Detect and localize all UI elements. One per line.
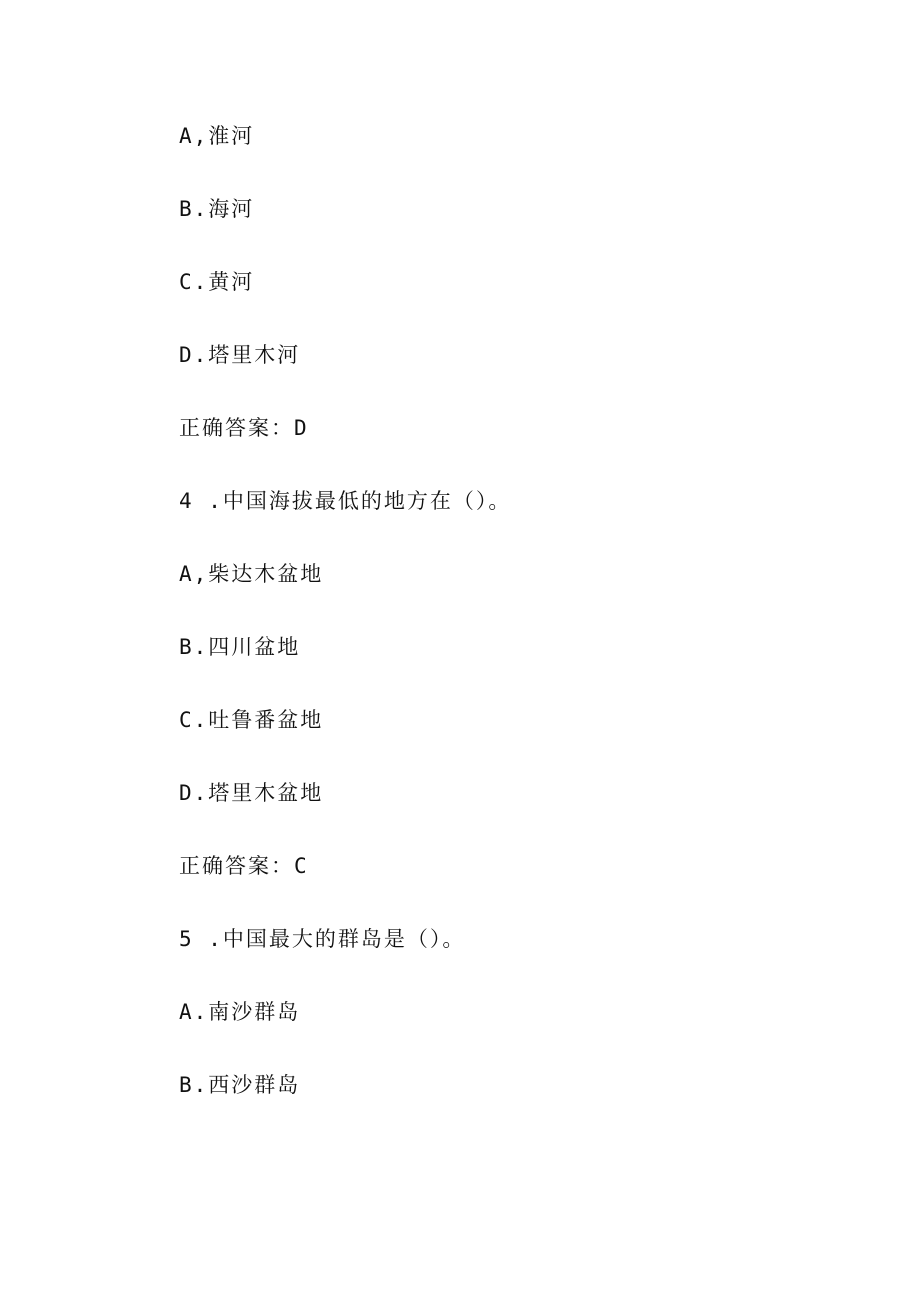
q4-option-b: B.四川盆地 — [179, 635, 301, 659]
q4-option-a: A,柴达木盆地 — [179, 562, 324, 586]
q5-option-a: A.南沙群岛 — [179, 1000, 301, 1024]
q4-option-c: C.吐鲁番盆地 — [179, 708, 324, 732]
q5-stem: 5 .中国最大的群岛是（）。 — [179, 927, 466, 951]
q3-option-d: D.塔里木河 — [179, 343, 301, 367]
q5-option-b: B.西沙群岛 — [179, 1073, 301, 1097]
q4-answer: 正确答案：C — [179, 854, 309, 878]
q3-answer: 正确答案：D — [179, 416, 309, 440]
q3-option-b: B.海河 — [179, 197, 255, 221]
q3-option-c: C.黄河 — [179, 270, 255, 294]
q4-stem: 4 .中国海拔最低的地方在（）。 — [179, 489, 512, 513]
q3-option-a: A,淮河 — [179, 124, 255, 148]
q4-option-d: D.塔里木盆地 — [179, 781, 324, 805]
